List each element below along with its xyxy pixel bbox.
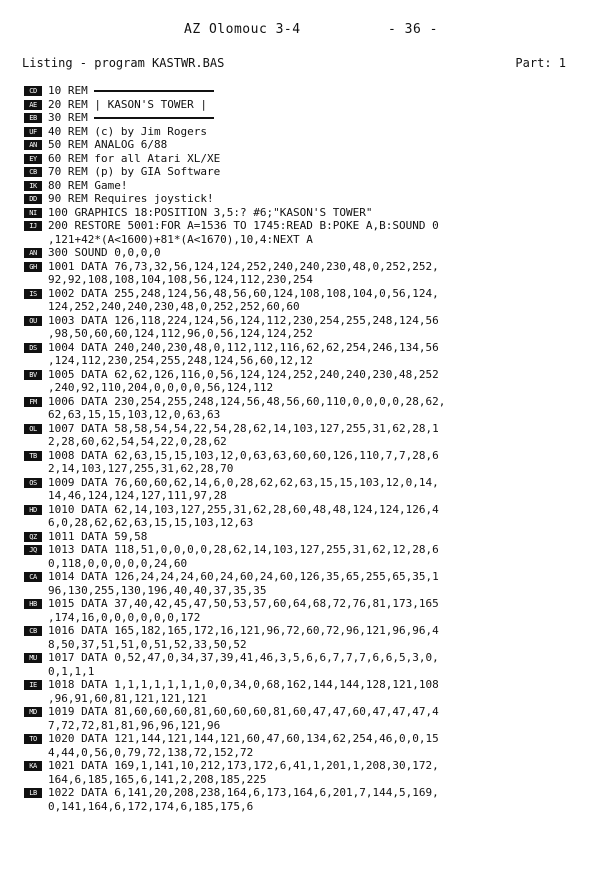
checksum-badge: IJ <box>24 221 42 231</box>
checksum-badge: EB <box>24 113 42 123</box>
code-text: 1014 DATA 126,24,24,24,60,24,60,24,60,126,35,65,255,65,35,1 96,130,255,130,196,40,40,37,35,35 <box>48 570 439 597</box>
code-text: 200 RESTORE 5001:FOR A=1536 TO 1745:READ B:POKE A,B:SOUND 0 ,121+42*(A<1600)+81*(A<1670),10,4:NEXT A <box>48 219 439 246</box>
code-text: 1006 DATA 230,254,255,248,124,56,48,56,60,110,0,0,0,0,28,62, 62,63,15,15,103,12,0,63,63 <box>48 394 446 421</box>
code-text: 1019 DATA 81,60,60,60,81,60,60,60,81,60,47,47,60,47,47,47,4 7,72,72,81,81,96,96,121,96 <box>48 705 439 732</box>
code-text: 1021 DATA 169,1,141,10,212,173,172,6,41,1,201,1,208,30,172, 164,6,185,165,6,141,2,208,185,225 <box>48 759 439 786</box>
listing-line <box>24 341 590 368</box>
listing-line <box>24 179 590 193</box>
checksum-badge: QZ <box>24 532 42 542</box>
title-box-bottom-border <box>94 117 214 119</box>
listing-line <box>24 368 590 395</box>
checksum-badge: IS <box>24 289 42 299</box>
listing-line <box>24 678 590 705</box>
listing-line <box>24 84 590 98</box>
code-text: 1018 DATA 1,1,1,1,1,1,1,0,0,34,0,68,162,144,144,128,121,108 ,96,91,60,81,121,121,121 <box>48 678 439 705</box>
code-text: 1009 DATA 76,60,60,62,14,6,0,28,62,62,63,15,15,103,12,0,14, 14,46,124,124,127,111,97,28 <box>48 475 439 502</box>
code-text: 1011 DATA 59,58 <box>48 529 148 543</box>
checksum-badge: GH <box>24 262 42 272</box>
listing-line <box>24 206 590 220</box>
code-text: 1022 DATA 6,141,20,208,238,164,6,173,164,6,201,7,144,5,169, 0,141,164,6,172,174,6,185,175,6 <box>48 786 439 813</box>
code-text: 40 REM (c) by Jim Rogers <box>48 124 207 138</box>
code-text: 70 REM (p) by GIA Software <box>48 165 221 178</box>
listing-line <box>24 125 590 139</box>
code-text: 10 REM <box>48 84 214 98</box>
checksum-badge: IE <box>24 680 42 690</box>
checksum-badge: JQ <box>24 545 42 555</box>
checksum-badge: UF <box>24 127 42 137</box>
code-text: 90 REM Requires joystick! <box>48 192 214 205</box>
code-text: 300 SOUND 0,0,0,0 <box>48 246 161 259</box>
checksum-badge: FM <box>24 397 42 407</box>
checksum-badge: TB <box>24 451 42 461</box>
checksum-badge: AN <box>24 140 42 150</box>
checksum-badge: LB <box>24 788 42 798</box>
code-text: 1007 DATA 58,58,54,54,22,54,28,62,14,103,127,255,31,62,28,1 2,28,60,62,54,54,22,0,28,62 <box>48 421 439 448</box>
part-label: Part: 1 <box>515 56 566 70</box>
listing-line <box>24 260 590 287</box>
listing-line <box>24 246 590 260</box>
checksum-badge: CB <box>24 626 42 636</box>
code-text: 1016 DATA 165,182,165,172,16,121,96,72,60,72,96,121,96,96,4 8,50,37,51,51,0,51,52,33,50,52 <box>48 624 439 651</box>
listing-line <box>24 624 590 651</box>
listing-line <box>24 287 590 314</box>
code-text: 1010 DATA 62,14,103,127,255,31,62,28,60,48,48,124,124,126,4 6,0,28,62,62,63,15,15,103,12,63 <box>48 502 439 529</box>
code-text: 1005 DATA 62,62,126,116,0,56,124,124,252,240,240,230,48,252 ,240,92,110,204,0,0,0,0,56,124,112 <box>48 367 439 394</box>
code-text: 1017 DATA 0,52,47,0,34,37,39,41,46,3,5,6,6,7,7,7,6,6,5,3,0, 0,1,1,1 <box>48 651 439 678</box>
listing-line <box>24 314 590 341</box>
checksum-badge: CD <box>24 86 42 96</box>
listing-line <box>24 165 590 179</box>
code-text: 20 REM | KASON'S TOWER | <box>48 97 207 111</box>
listing-caption: Listing - program KASTWR.BAS <box>22 56 225 70</box>
checksum-badge: DS <box>24 343 42 353</box>
listing-line <box>24 543 590 570</box>
checksum-badge: NI <box>24 208 42 218</box>
checksum-badge: HB <box>24 599 42 609</box>
program-listing <box>24 84 590 813</box>
listing-line <box>24 597 590 624</box>
listing-line <box>24 192 590 206</box>
listing-line <box>24 395 590 422</box>
code-text: 1020 DATA 121,144,121,144,121,60,47,60,134,62,254,46,0,0,15 4,44,0,56,0,79,72,138,72,152,72 <box>48 732 439 759</box>
listing-line <box>24 759 590 786</box>
listing-line <box>24 503 590 530</box>
checksum-badge: AE <box>24 100 42 110</box>
listing-line <box>24 422 590 449</box>
listing-line <box>24 152 590 166</box>
code-text: 1013 DATA 118,51,0,0,0,0,28,62,14,103,127,255,31,62,12,28,6 0,118,0,0,0,0,0,24,60 <box>48 543 439 570</box>
magazine-title: AZ Olomouc 3-4 <box>184 22 301 37</box>
code-text: 30 REM <box>48 111 214 125</box>
checksum-badge: OS <box>24 478 42 488</box>
checksum-badge: MD <box>24 707 42 717</box>
listing-line <box>24 138 590 152</box>
code-text: 1002 DATA 255,248,124,56,48,56,60,124,108,108,104,0,56,124, 124,252,240,240,230,48,0,252,252,60,60 <box>48 286 439 313</box>
checksum-badge: OU <box>24 316 42 326</box>
checksum-badge: AN <box>24 248 42 258</box>
checksum-badge: TO <box>24 734 42 744</box>
listing-line <box>24 651 590 678</box>
listing-line <box>24 530 590 544</box>
page-number: - 36 - <box>388 22 438 37</box>
title-box-top-border <box>94 90 214 92</box>
code-text: 80 REM Game! <box>48 178 128 192</box>
listing-line <box>24 570 590 597</box>
checksum-badge: DD <box>24 194 42 204</box>
code-text: 1004 DATA 240,240,230,48,0,112,112,116,62,62,254,246,134,56 ,124,112,230,254,255,248,124,56,60,12,12 <box>48 340 439 367</box>
code-text: 1003 DATA 126,118,224,124,56,124,112,230,254,255,248,124,56 ,98,50,60,60,124,112,96,0,56,124,124,252 <box>48 313 439 340</box>
checksum-badge: EY <box>24 154 42 164</box>
checksum-badge: BV <box>24 370 42 380</box>
checksum-badge: MU <box>24 653 42 663</box>
code-text: 50 REM ANALOG 6/88 <box>48 138 168 151</box>
checksum-badge: KA <box>24 761 42 771</box>
listing-line <box>24 111 590 125</box>
code-text: 1015 DATA 37,40,42,45,47,50,53,57,60,64,68,72,76,81,173,165 ,174,16,0,0,0,0,0,0,172 <box>48 597 439 624</box>
checksum-badge: IK <box>24 181 42 191</box>
listing-line <box>24 449 590 476</box>
code-text: 100 GRAPHICS 18:POSITION 3,5:? #6;"KASON'S TOWER" <box>48 205 373 219</box>
listing-line <box>24 732 590 759</box>
code-text: 1008 DATA 62,63,15,15,103,12,0,63,63,60,60,126,110,7,7,28,6 2,14,103,127,255,31,62,28,70 <box>48 448 439 475</box>
code-text: 1001 DATA 76,73,32,56,124,124,252,240,240,230,48,0,252,252, 92,92,108,108,104,108,56,124,112,230,254 <box>48 259 439 286</box>
listing-line <box>24 786 590 813</box>
checksum-badge: HD <box>24 505 42 515</box>
checksum-badge: CA <box>24 572 42 582</box>
listing-line <box>24 476 590 503</box>
listing-line <box>24 98 590 112</box>
listing-line <box>24 705 590 732</box>
listing-line <box>24 219 590 246</box>
code-text: 60 REM for all Atari XL/XE <box>48 151 221 165</box>
checksum-badge: OL <box>24 424 42 434</box>
checksum-badge: CB <box>24 167 42 177</box>
